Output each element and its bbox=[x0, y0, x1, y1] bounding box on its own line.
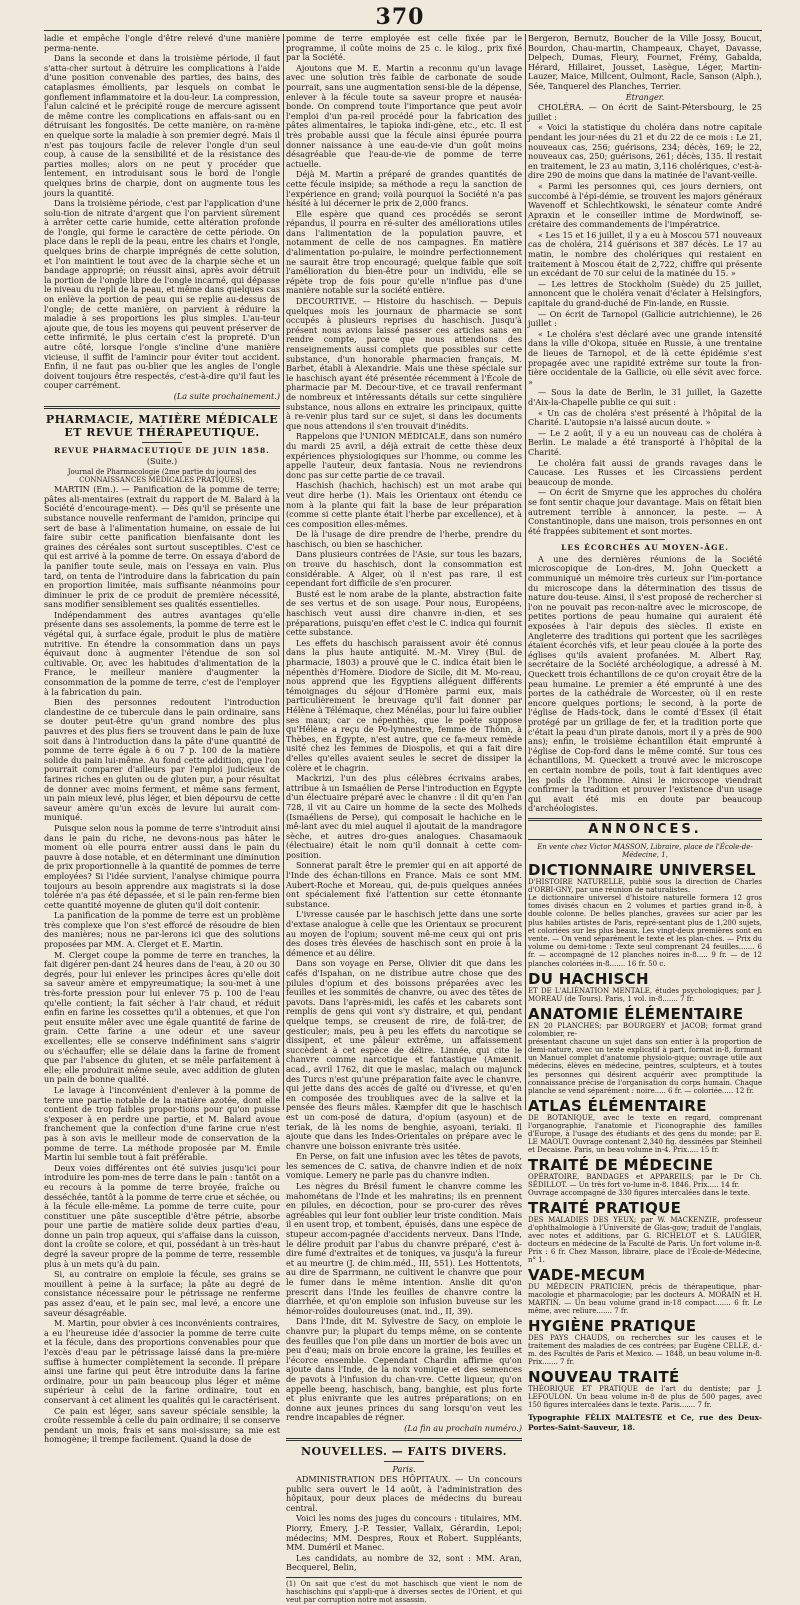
ad-title: HYGIÈNE PRATIQUE bbox=[528, 1317, 697, 1336]
ad-block bbox=[528, 1267, 762, 1315]
paragraph: « Le choléra s'est déclaré avec une grande intensité dans la ville d'Okopa, située en Russie, à une trentaine de lieues de Tarnopol, et de là cette épidémie s'est propagée avec une rapidité extrême sur toute la fron-tière occidentale de la Gallicie, où elle sévit avec force. » bbox=[528, 328, 762, 387]
ad-subtitle: D'HISTOIRE NATURELLE, publié sous la direction de Charles d'ORBI-GNY, par une réunion de naturalistes. bbox=[528, 877, 762, 894]
suite-label: (Suite.) bbox=[146, 456, 178, 467]
column-1 bbox=[44, 33, 280, 1445]
etranger-heading: Étranger. bbox=[625, 91, 665, 102]
paragraph: ADMINISTRATION DES HÔPITAUX. — Un concours public sera ouvert le 14 août, à l'administration des hôpitaux, pour deux places de médecins du bureau central. bbox=[286, 1474, 522, 1513]
paragraph: Déjà M. Martin a préparé de grandes quantités de cette fécule insipide; sa méthode a reçu la sanction de l'expérience en grand; voilà pourquoi la Société n'a pas hésité à lui décerner le prix de 2,000 francs. bbox=[286, 169, 522, 209]
paragraph: Bien des personnes redoutent l'introduction clandestine de ce tubercule dans le pain ordinaire, sans se douter peut-être qu'un grand nombre des plus pauvres et des plus fiers se trouvent dans le pain de luxe soit dans à l'introduction dans la pâte d'une quantité de pomme de terre égale à 6 ou 7 p. 100 de la matière solide du pain lui-même. Au fond cette addition, que l'on pourrait comparer d'ailleurs par l'emploi judicieux de farines riches en gluten ou de gluten pur, a pour résultat de donner avec moins ferment, et même sans ferment, un pain mieux levé, plus léger, et bien dépourvu de cette saveur amère qu'un excès de levure lui aurait com-muniqué. bbox=[44, 697, 280, 823]
paragraph: L'ivresse causée par le haschisch jette dans une sorte d'extase analogue à celle que les Orientaux se procurent au moyen de l'opium; souvent mê-me ceux qui ont pris des doses très élevées de haschisch sont en proie à la démence et au délire. bbox=[286, 909, 522, 958]
subsection-title: REVUE PHARMACEUTIQUE DE JUIN 1858. bbox=[54, 445, 270, 455]
section-rule bbox=[286, 1438, 522, 1441]
column-2 bbox=[286, 33, 522, 1605]
paragraph: Indépendamment des autres avantages qu'elle présente dans ses assolements, la pomme de terre est le végétal qui, à surface égale, produit le plus de matière nutritive. En étendre la consommation dans un pays équivaut donc à augmenter l'étendue de son sol cultivable. Or, avec les habitudes d'alimentation de la France, le meilleur manière d'augmenter la consommation de la pomme de terre, c'est de l'employer à la fabrication du pain. bbox=[44, 609, 280, 697]
ad-block bbox=[528, 1200, 762, 1264]
ad-subtitle: OPÉRATOIRE, BANDAGES et APPAREILS; par le Dr Ch. SÉDILLOT. — Un très fort vo-lume in-8. 1846. Prix..... 14 fr. bbox=[528, 1173, 762, 1190]
short-rule bbox=[384, 1461, 424, 1462]
paragraph: Ce pain est léger, sans saveur spéciale sensible; la croûte ressemble à celle du pain ordinaire; il se conserve pendant un mois, frais et sans moi-sissure; sa mie est homogène; il trempe facilement. Quand la dose de bbox=[44, 1405, 280, 1445]
ad-subtitle: DU MÉDECIN PRATICIEN, précis de thérapeutique, phar-macologie et pharmacologie; par les docteurs A. MORAIN et H. MARTIN. — Un beau volume grand in-18 compact....... 6 fr. Le même, avec reliure....... 7 fr. bbox=[528, 1283, 762, 1316]
paragraph: Haschish (hachich, hachisch) est un mot arabe qui veut dire herbe (1). Mais les Orientaux ont étendu ce nom à la plante qui fait la base de leur préparation (comme si cette plante était l'herbe par excellence), et à ces composition elles-mêmes. bbox=[286, 480, 522, 529]
paragraph: De là l'usage de dire prendre de l'herbe, prendre du haschisch, ou bien se haschicher. bbox=[286, 529, 522, 549]
paragraph: Voici les noms des juges du concours : titulaires, MM. Piorry, Émery, J.-P. Tessier, Vallaix, Gérardin, Lepoi; médecins; MM. Despres, Roux et Robert. Suppléants, MM. Duméril et Manec. bbox=[286, 1513, 522, 1553]
ad-title: DICTIONNAIRE UNIVERSEL bbox=[528, 860, 756, 879]
news-title: NOUVELLES. — FAITS DIVERS. bbox=[301, 1444, 507, 1458]
ad-title: ATLAS ÉLÉMENTAIRE bbox=[528, 1097, 707, 1116]
paragraph: pomme de terre employée est celle fixée par le programme, il coûte moins de 25 c. le kilog., prix fixé par la Société. bbox=[286, 33, 522, 63]
paragraph: Dans l'Inde, dit M. Sylvestre de Sacy, on emploie le chanvre pur; la plupart du temps même, on se contente des feuilles que l'on pile dans un mortier de bois avec un peu d'eau; mais on broie encore la graine, les feuilles et l'écorce ensemble. Cependant Chardin affirme qu'on ajoute dans l'Inde, de la noix vomique et des semences de pavots à l'infusion du chan-vre. Cette liqueur, qu'on appelle beeng, haschisch, bang, banghie, est plus forte et plus enivrante que les autres préparations; on en donne aux jeunes princes du sang lorsqu'on veut les rendre incapables de régner. bbox=[286, 1316, 522, 1423]
paragraph: Deux voies différentes ont été suivies jusqu'ici pour introduire les pom-mes de terre dans le pain : tantôt on a eu recours à la pomme de terre broyée, fraîche ou desséchée, tantôt à la pomme de terre crue et séchée, ou à la fécule elle-même. La pomme de terre cuite, pour constituer une pâte susceptible d'être pétrie, absorbe pour une partie de matière solide deux parties d'eau, donne un pain trop aqueux, qui s'affaise dans la cuisson, dont la croûte se colore, et qui, possédant à un très-haut degré la saveur propre de la pomme de terre, ressemble plus à un mets qu'à du pain. bbox=[44, 1162, 280, 1269]
rule bbox=[528, 839, 762, 840]
ad-block bbox=[528, 862, 762, 968]
ecorches-title: LES ÉCORCHÉS AU MOYEN-ÂGE. bbox=[561, 543, 729, 553]
ad-block bbox=[528, 971, 762, 1003]
ad-subtitle: THÉORIQUE ET PRATIQUE de l'art du dentiste; par J. LEFOULON. Un beau volume in-8 de plus de 500 pages, avec 150 figures intercalées dans le texte. Paris....... 7 fr. bbox=[528, 1385, 762, 1410]
paragraph: Les candidats, au nombre de 32, sont : MM. Aran, Becquerel, Belin, bbox=[286, 1552, 522, 1573]
annonces-title: ANNONCES. bbox=[588, 821, 702, 837]
paragraph: Bergeron, Bernutz, Boucher de la Ville Jossy, Boucut, Bourdon, Chau-martin, Champeaux, Chayet, Davasse, Delpech, Dumas, Fleury, Fournet, Frémy, Gabalda, Hérard, Hillairet, Jousset, Lasègue, Léger, Martin-Lauzer, Maice, Millcent, Oulmont, Racle, Sanson (Alph.), Sée, Tanquerel des Planches, Terrier. bbox=[528, 33, 762, 91]
ad-subtitle: DES MALADIES DES YEUX; par W. MACKENZIE, professeur d'ophthalmologie à l'Université de Glas-gow; traduit de l'anglais, avec notes et additions, par G. RICHELOT et S. LAUGIER, docteurs en médecine de la Faculté de Paris. Un fort volume in-8. Prix : 6 fr. Chez Masson, libraire, place de l'École-de-Médecine, n° 1. bbox=[528, 1216, 762, 1265]
paragraph: — On écrit de Smyrne que les approches du choléra se font sentir chaque jour davantage. Mais on fêtait bien autrement terrible à annoncer, la peste. — A Constantinople, dans une maison, trois personnes en ont été frappées subitement et sont mortes. bbox=[528, 487, 762, 536]
paragraph: Mackrizi, l'un des plus célèbres écrivains arabes, attribue à un Ismaélien de Perse l'introduction en Égypte d'un électuaire préparé avec le chanvre : il dit qu'en l'an 728, il vit au Caire un homme de la secte des Molheds (Ismaéliens de Perse), qui composait le hachiche en le mê-lant avec du miel auquel il ajoutait de la mandragore sèche, et autres dro-gues analogues. Chasamaouk (électuaire) était le nom qu'il donnait à cette com-position. bbox=[286, 773, 522, 860]
paragraph: Sonnerat paraît être le premier qui en ait apporté de l'Inde des échan-tillons en France. Mais ce sont MM. Aubert-Roche et Moreau, qui, de-puis quelques années ont spécialement fixé l'attention sur cette étonnante substance. bbox=[286, 860, 522, 909]
paragraph: — Sous la date de Berlin, le 31 juillet, la Gazette d'Aix-la-Chapelle publie ce qui suit : bbox=[528, 387, 762, 407]
paragraph: MARTIN (Em.). — Panification de la pomme de terre; pâtes ali-mentaires (extrait du rapport de M. Balard à la Société d'encourage-ment). — Dès qu'il se présente une substance nouvelle renfermant de l'amidon, principe qui sert de base à l'alimentation humaine, on essaie de lui faire subir cette panification bienfaisante dont les graines des céréales sont surtout susceptibles. C'est ce qui est arrivé à la pomme de terre. On essaya d'abord de la panifier toute seule, mais on l'essaya en vain. Plus tard, on tenta de l'introduire dans la fabrication du pain en proportion limitée, mais suffisante néanmoins pour diminuer le prix de ce produit de première nécessité, sans modifier sensiblement ses qualités essentielles. bbox=[44, 484, 280, 610]
paragraph: Ajoutons que M. E. Martin a reconnu qu'un lavage avec une solution très faible de carbonate de soude pourrait, sans une augmentation sensi-ble de la dépense, enlever à la fécule toute sa saveur propre et nauséa-bonde. On comprend toute l'importance que peut avoir l'emploi d'un pa-reil procédé pour la fabrication des pâtes alimentaires, le tapioka indi-gène, etc., etc. Il est très probable aussi que la fécule ainsi épurée pourra donner naissance à une eau-de-vie d'un goût moins désagréable que l'eau-de-vie de pomme de terre actuelle. bbox=[286, 62, 522, 169]
ad-title: NOUVEAU TRAITÉ bbox=[528, 1368, 680, 1387]
paragraph: « Parmi les personnes qui, ces jours derniers, ont succombé à l'épi-démie, se trouvent les majors généraux Wavenoff et Schlechtkowski, le sénateur comte André Apraxin et le conseiller intime de Mordwinoff, se-crétaire des commandements de l'impératrice. bbox=[528, 180, 762, 230]
paragraph: Busté est le nom arabe de la plante, abstraction faite de ses vertus et de son usage. Pour nous, Européens, haschisch veut aussi dire chanvre in-dien, et ses préparations, puisqu'en effet c'est le C. indica qui fournit cette substance. bbox=[286, 588, 522, 638]
journal-line: Journal de Pharmacologie (2me partie du journal des CONNAISSANCES MÉDICALES PRATIQUES). bbox=[67, 467, 257, 484]
ad-block bbox=[528, 1157, 762, 1197]
paragraph: M. Martin, pour obvier à ces inconvénients contraires, a eu l'heureuse idée d'associer la pomme de terre cuite et la fécule, dans des proportions convenables pour que l'excès d'eau par le pétrissage laissé dans la pre-mière suffise à humecter complètement la seconde. Il prépare ainsi une farine qui peut être introduite dans la farine ordinaire, pour un pain beaucoup plus léger et même supérieur à celui de la farine ordinaire, tout en conservant à cet aliment les qualités qui le caractérisent. bbox=[44, 1318, 280, 1405]
column-divider bbox=[525, 34, 526, 1110]
paragraph: Dans plusieurs contrées de l'Asie, sur tous les bazars, on trouve du haschisch, dont la consommation est considérable. A Alger, où il n'est pas rare, il est cependant fort difficile de s'en procurer. bbox=[286, 549, 522, 589]
section-rule bbox=[528, 818, 762, 821]
ad-block bbox=[528, 1006, 762, 1095]
paragraph: Dans la seconde et dans la troisième période, il faut s'atta-cher surtout à détruire les complications à l'aide d'une position convenable des parties, des bains, des cataplasmes émollients, par lesquels on combat le gonflement inflammatoire et la dou-leur. La compression, l'alun calciné et le précipité rouge de mercure agissent de même contre les complications en affais-sant ou en détruisant les fongosités. De cette manière, on ra-mène en quelque sorte la maladie à son premier degré. Mais il n'est pas toujours facile de relever l'ongle d'un seul coup, à cause de la sensibilité et de la résistance des parties molles; alors on ne peut y procéder que lentement, en introduisant sous le bord de l'ongle quelques brins de charpie, dont on augmente tous les jours la quantité. bbox=[44, 53, 280, 198]
section-rule bbox=[44, 406, 280, 409]
ad-block bbox=[528, 1098, 762, 1154]
paragraph: — Les lettres de Stockholm (Suède) du 25 juillet, annoncent que le choléra venait d'éclater à Helsingfors, capitale du grand-duché de Fin-lande, en Russie. bbox=[528, 278, 762, 309]
paragraph: La panification de la pomme de terre est un problème très complexe que l'on s'est efforcé de résoudre de bien des manières; nous ne par-lerons ici que des solutions proposées par MM. A. Clerget et E. Martin. bbox=[44, 910, 280, 950]
page-number: 370 bbox=[375, 4, 425, 30]
ad-title: TRAITÉ DE MÉDECINE bbox=[528, 1156, 714, 1175]
ad-block bbox=[528, 1318, 762, 1366]
paragraph: ladie et empêche l'ongle d'être relevé d'une manière perma-nente. bbox=[44, 33, 280, 53]
vendor-line: En vente chez Victor MASSON, Libraire, place de l'École-de-Médecine, 1, bbox=[537, 842, 753, 859]
short-rule bbox=[142, 442, 182, 443]
ad-title: VADE-MECUM bbox=[528, 1266, 646, 1285]
suite-note: (La suite prochainement.) bbox=[173, 390, 280, 401]
section-title: PHARMACIE, MATIÈRE MÉDICALE ET REVUE THÉRAPEUTIQUE. bbox=[45, 412, 279, 439]
ad-title: TRAITÉ PRATIQUE bbox=[528, 1199, 682, 1218]
ad-subtitle: DE BOTANIQUE, avec le texte en regard, comprenant l'organographie, l'anatomie et l'iconographie des familles d'Europe, à l'usage des étudiants et des gens du monde; par E. LE MAOUT. Ouvrage contenant 2,340 fig. dessinées par Steinheil et Decaisne. Paris, un beau volume in-4. Prix..... 15 fr. bbox=[528, 1114, 762, 1155]
imprint: Typographie FÉLIX MALTESTE et Ce, rue des Deux-Portes-Saint-Sauveur, 18. bbox=[528, 1413, 762, 1432]
paragraph: Puisque selon nous la pomme de terre s'introduit ainsi dans le pain du riche, ne devons-nous pas hâter le moment où elle pourra entrer aussi dans le pain du pauvre à dose notable, et en déterminant une diminution de prix proportionnelle à la quantité de pommes de terre employées? Si l'idée survient, l'analyse chimique pourra toujours au besoin apprendre aux magistrats si la dose tolérée n'a pas été dépassée, et si le pain ren-ferme bien cette quantité moyenne de gluten qu'il doit contenir. bbox=[44, 822, 280, 910]
paragraph: Les effets du haschisch paraissent avoir été connus dans la plus haute antiquité. M.-M. Virey (Bul. de pharmacie, 1803) a prouvé que le C. indica était bien le népenthès d'Homère. Diodore de Sicile, dit M. Mo-reau, nous apprend que les Égyptiens alléguent différents témoignages du séjour d'Homère parmi eux, mais particulièrement le breuvage qu'il fait donner par Hélène à Télémaque, chez Ménélas, pour lui faire oublier ses maux; car ce népenthès, que le poète suppose qu'Hélène a reçu de Po-lymnestre, femme de Thônn, à Thèbes, en Égypte, n'est autre, que ce fa-meux remède usité chez les femmes de Diospolis, et qui a fait dire d'elles qu'elles avaient seules le secret de dissiper la colère et le chagrin. bbox=[286, 637, 522, 773]
suite-note: (La fin au prochain numéro.) bbox=[404, 1422, 522, 1433]
ad-body: Le dictionnaire universel d'histoire naturelle formera 12 gros tomes divisés chacun en 2 volumes et parties grand in-8, à double colonne. De belles planches, gravées sur acier par les plus habiles artistes de Paris, repré-sentant plus de 1,200 sujets, et coloriées sur les plus beaux. Les vingt-deux premières sont en vente. — On vend séparément le texte et les plan-ches. — Prix du volume ou demi-tome : Texte seul comprenant 24 feuilles....... 6 fr. — accompagné de 12 planches noires in-8..... 9 fr. — de 12 planches coloriées in-8....... 16 fr. 50 c. bbox=[528, 893, 762, 968]
column-3 bbox=[528, 33, 762, 1432]
paragraph: « Voici la statistique du choléra dans notre capitale pendant les jour-nées du 21 et du 22 de ce mois : Le 21, nouveaux cas, 256; guérisons, 234; décès, 169; le 22, nouveaux cas, 250; guérisons, 261; décès, 135. Il restait en traitement, le 23 au matin, 3,116 cholériques, c'est-à-dire 290 de moins que dans la matinée de l'avant-veille. bbox=[528, 122, 762, 181]
paragraph: CHOLÉRA. — On écrit de Saint-Pétersbourg, le 25 juillet : bbox=[528, 102, 762, 122]
paragraph: Le lavage à l'inconvénient d'enlever à la pomme de terre une partie notable de la matière azotée, dont elle contient de trop faibles propor-tions pour qu'on puisse s'exposer à en perdre une partie, et M. Balard avoue franchement que la confection d'une farine crue n'est pas à son avis le meilleur mode de conservation de la pomme de terre. La méthode proposée par M. Émile Martin lui semble tout à fait préférable. bbox=[44, 1084, 280, 1163]
column-divider bbox=[283, 34, 284, 1110]
paragraph: « Les 15 et 16 juillet, il y a eu à Moscou 571 nouveaux cas de choléra, 214 guérisons et 387 décès. Le 17 au matin, le nombre des cholériques qui restaient en traitement à Moscou était de 2,722, chiffre qui présente un excédant de 70 sur celui de la matinée du 15. » bbox=[528, 229, 762, 279]
paragraph: — On écrit de Tarnopol (Gallicie autrichienne), le 26 juillet : bbox=[528, 308, 762, 329]
paragraph: Elle espère que quand ces procédés se seront répandus, il pourra en ré-sulter des améliorations utiles dans l'alimentation de la population pauvre, et notamment de celle de nos campagnes. En matière d'alimentation po-pulaire, le moindre perfectionnement ne saurait être trop encouragé; quelque faible que soit l'amélioration du bien-être pour un individu, elle se répète trop de fois pour qu'elle n'influe pas d'une manière notable sur la société entière. bbox=[286, 208, 522, 296]
ad-subtitle: DES PAYS CHAUDS, ou recherches sur les causes et le traitement des maladies de ces contrées; par Eugène CELLE, d.-m. des Facultés de Paris et Mexico. — 1848, un beau volume in-8. Prix....... 7 fr. bbox=[528, 1334, 762, 1367]
paragraph: Dans la troisième période, c'est par l'application d'une solu-tion de nitrate d'argent que l'on parvient sûrement à arrêter cette carie humide, cette altération profonde de l'ongle, qui forme le caractère de cette période. On place dans le repli de la peau, entre les chairs et l'ongle, quelques brins de charpie imprégnés de cette solution, et l'on maintient le tout avec de la charpie sèche et un bandage approprié; on réussit ainsi, après avoir détruit la portion de l'ongle libre de l'ongle incarné, qui dépasse le niveau du repli de la peau, et même dans quelques cas on enlève la portion de peau qui se replie au-dessus de l'ongle; de cette manière, on parvient à réduire la maladie à ses proportions les plus simples. L'au-teur ajoute que, de tous les moyens qui peuvent préserver de cette infirmité, le plus certain c'est la propreté. D'un autre côté, lorsque l'ongle s'incline d'une manière vicieuse, il suffit de l'amincir pour éviter tout accident. Enfin, il ne faut pas ou-blier que les angles de l'ongle doivent toujours être respectés, c'est-à-dire qu'il faut les couper carrément. bbox=[44, 198, 280, 391]
paragraph: Si, au contraire on emploie la fécule, ses grains se mouillent à peine à la surface; la pâte au degré de consistance nécessaire pour le pétrissage ne renferme pas assez d'eau, et le pain sec, mal levé, a encore une saveur désagréable. bbox=[44, 1269, 280, 1318]
news-place: Paris. bbox=[392, 1463, 416, 1474]
paragraph: Les nègres du Brésil fument le chanvre comme les mahométans de l'Inde et les mahratins; ils en prennent en pilules, en décoction, pour se pro-curer des rêves agréables qui leur font oublier leur triste condition. Mais il en usent trop, et tombent, épuisés, dans une espèce de stupeur accom-pagnée d'accidents nerveux. Dans l'Inde, le délire produit par l'abus du chanvre préparé, c'est à-dire fumé d'extraites et de toniques, va jusqu'à la fureur et au meurtre (J. de chim.méd., III, 551). Les Hottentots, au dire de Sparrmann, ne cultivent le chanvre que pour le fumer dans le même intention. Anslie dit qu'on prescrit dans l'Inde les feuilles de chanvre contre la diarrhée, et qu'on emploie son infusion buveuse sur les hémor-roïdes douloureuses (mat. ind., II, 39). bbox=[286, 1181, 522, 1316]
paragraph: Rappelons que l'UNION MÉDICALE, dans son numéro du mardi 25 avril, a déjà extrait de cette thèse deux expériences physiologiques sur l'homme, ou comme les appelle l'auteur, deux fantasia. Nous ne reviendrons donc pas sur cette partie de ce travail. bbox=[286, 431, 522, 480]
ad-title: DU HACHISCH bbox=[528, 969, 649, 988]
paragraph: A une des dernières réunions de la Société microscopique de Lon-dres, M. John Queckett a communiqué un mémoire très curieux sur l'im-portance du microscope dans la détermination des tissus de nature dou-teuse. Ainsi, il s'est proposé de rechercher si l'on ne pouvait pas recon-naître avec le microscope, de petites portions de peau humaine qui auraient été exposées à l'air depuis des siècles. Il existe en Angleterre des traditions qui portent que les sacrilèges étaient écorchés vifs, et leur peau clouée à la porte des églises qu'ils avaient profanées. M. Albert Ray, secrétaire de la Société archéologique, a adressé à M. Queckett trois échantillons de ce qu'on croyait être de la peau humaine. Le premier a été emprunté à une des portes de la cathédrale de Worcester, où il en reste encore quelques portions; le second, à la porte de l'église de Hads-tock, dans le comté d'Essex (il était protégé par un grillage de fer, et la tradition porte que c'était la peau d'un pirate danois, mort il y a près de 900 ans); enfin, le troisième échantillon était emprunté à l'église de Cop-ford dans le même comté. Sur tous ces échantillons, M. Queckett a trouvé avec le microscope en certain nombre de poils, tout à fait identiques avec les poils de l'homme. Ainsi le microscope viendrait confirmer la tradition et prouver l'existence d'un usage qui avait été mis en doute par beaucoup d'archéologistes. bbox=[528, 553, 762, 814]
paragraph: Le choléra fait aussi de grands ravages dans le Caucase. Les Russes et les Circassiens perdent beaucoup de monde. bbox=[528, 457, 762, 487]
paragraph: Dans son voyage en Perse, Olivier dit que dans les cafés d'Ispahan, on ne distribue autre chose que des pilules d'opium et des boissons préparées avec les feuilles et les sommités de chanvre, ou avec des têtes de pavots. Dans l'après-midi, les cafés et les cabarets sont remplis de gens qui vont s'y distraire, et qui, pendant quelque temps, se creusent de rire, de folâ-trer, de gesticuler; mais, peu à peu les effets du narcotique se dissipent, et une pâleur extrême, un affaissement succèdent à cet espèce de délire. Linnée, qui cite le chanvre comme narcotique et fantastique (Amænit. acad., avril 1762, dit que le maslac, malach ou majunck des Turcs n'est qu'une préparation faite avec le chanvre, qui jette dans des accès de gaîté ou d'ivresse, et qu'en en composée des troubliques avec de la salive et la pensée des fleurs mâles. Kæmpfer dit que le haschisch est un com-posé de datura, d'opium (asyoun) et de teriak, de là les noms de benghie, asyoani, teriaki. Il ajoute que dans les Indes-Orientales on prépare avec le chanvre une boisson enivrante très usitée. bbox=[286, 958, 522, 1151]
ad-body: Ouvrage accompagné de 330 figures intercalées dans le texte. bbox=[528, 1189, 751, 1198]
paragraph: M. Clerget coupe la pomme de terre en tranches, la fait digérer pen-dant 24 heures dans de l'eau, à 20 ou 30 degrés, pour lui enlever les principes âcres qu'elle doit sa saveur amère et empyreumatique; la sou-met à une très-forte pression pour lui enlever 75 p. 100 de l'eau qu'elle contient; la fait sécher à l'air chaud, et réduit enfin en farine les cossettes qu'il a obtenues, et que l'on peut ensuite mêler avec une égale quantité de farine de grain. Cette farine a une odeur et une saveur excellentes; elle se conserve indéfiniment sans s'aigrir ou s'échauffer; elle se délaie dans la farine de froment que par l'absence du gluten, et se mêle parfaitement à elle; elle produirait même seule, avec addition de gluten un pain de bonne qualité. bbox=[44, 949, 280, 1085]
ad-title: ANATOMIE ÉLÉMENTAIRE bbox=[528, 1004, 744, 1023]
paragraph: DECOURTIVE. — Histoire du haschisch. — Depuis quelques mois les journaux de pharmacie se sont occupés à plusieurs reprises du haschisch. Jusqu'à présent nous avions laissé passer ces articles sans en rendre compte, parce que nous attendions des renseignements aussi complets que possibles sur cette substance, d'un honorable pharmacien français, M. Barbet, établi à Alexandrie. Mais une thèse spéciale sur le haschisch ayant été présentée récemment à l'École de pharmacie par M. Decour-tive, et ce travail renfermant de nombreux et intéressants détails sur cette singulière substance, nous allons en extraire les principaux, quitte à re-venir plus tard sur ce sujet, si dans les documents que nous attendons il s'en trouvait d'inédits. bbox=[286, 296, 522, 431]
ad-subtitle: EN 20 PLANCHES; par BOURGERY et JACOB; format grand colombier, re- bbox=[528, 1021, 762, 1038]
ad-subtitle: ET DE L'ALIÉNATION MENTALE, études psychologiques; par J. MOREAU (de Tours). Paris, 1 vol. in-8....... 7 fr. bbox=[528, 986, 762, 1003]
paragraph: « Un cas de choléra s'est présenté à l'hôpital de la Charité. L'autopsie n'a laissé aucun doute. » bbox=[528, 407, 762, 428]
paragraph: En Perse, on fait une infusion avec les têtes de pavots, les semences de C. sativa, de chanvre indien et de noix vomique. Lemery ne parle pas du chanvre indien. bbox=[286, 1151, 522, 1181]
short-rule bbox=[625, 539, 665, 540]
ad-body: présentant chacune un sujet dans son entier à la proportion de demi-nature, avec un texte explicatif à part, format in-8, formant un Manuel complet d'anatomie physiolo-gique; ouvrage utile aux médecins, élèves en médecine, peintres, sculpteurs, et à toutes les personnes qui désirent acquérir avec promptitude la connaissance précise de l'organisation du corps humain. Chaque planche se vend séparément : noire..... 6 fr. — coloriée..... 12 fr. bbox=[528, 1037, 762, 1095]
ad-block bbox=[528, 1369, 762, 1409]
footnote: (1) On sait que c'est du mot haschisch que vient le nom de haschischins qui s'appli-que à diverses sectes de l'Orient, et qui veut par corruption notre mot assassin. bbox=[286, 1577, 522, 1605]
top-rule bbox=[44, 30, 762, 31]
paragraph: — Le 2 août, il y a eu un nouveau cas de choléra à Berlin. Le malade a été transporté à l'hôpital de la Charité. bbox=[528, 427, 762, 457]
